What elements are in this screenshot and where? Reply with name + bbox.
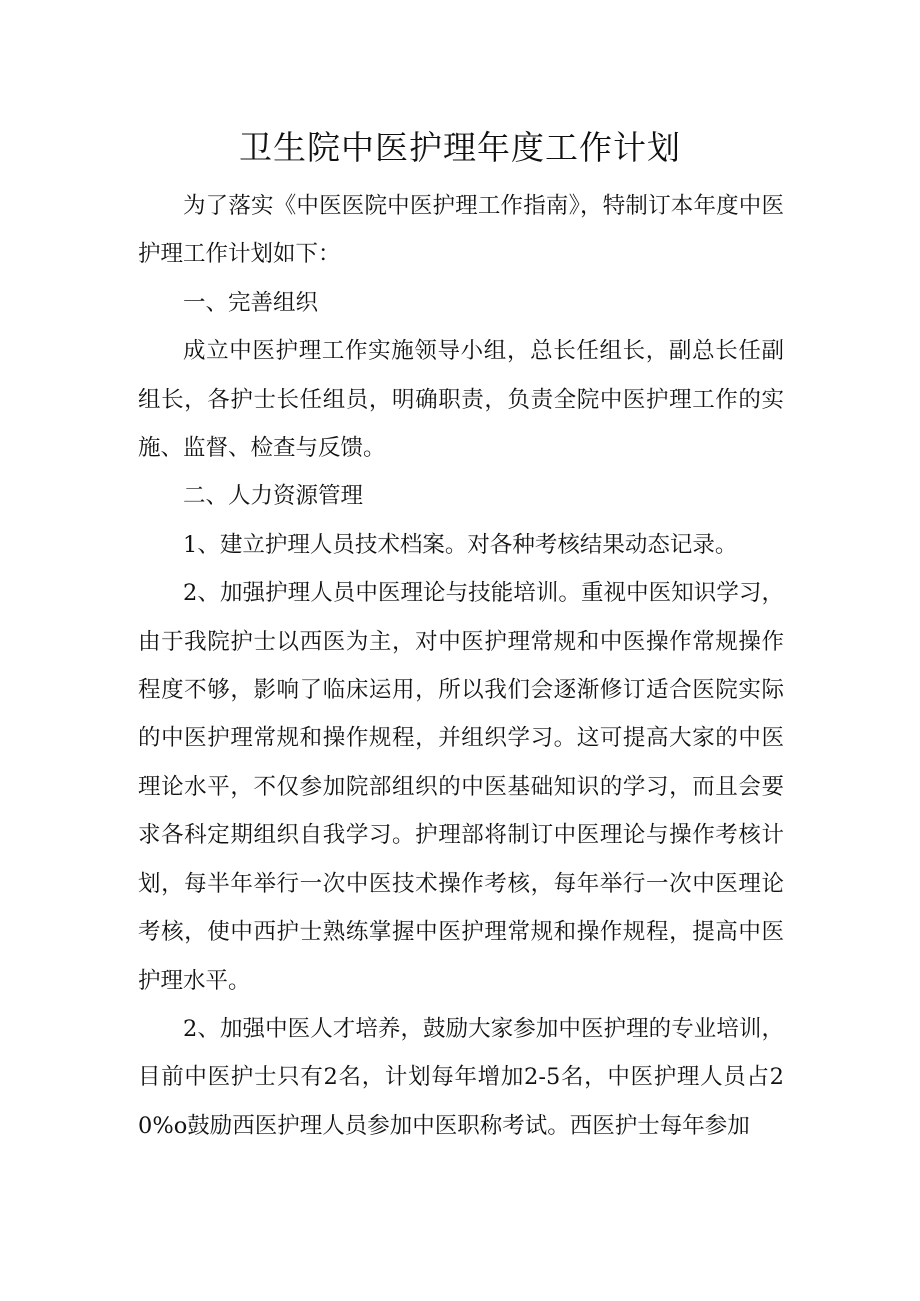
intro-paragraph: 为了落实《中医医院中医护理工作指南》，特制订本年度中医护理工作计划如下： xyxy=(138,193,784,268)
document-title: 卫生院中医护理年度工作计划 xyxy=(239,128,681,167)
document-body xyxy=(138,182,784,1150)
hr-item-1: 1、建立护理人员技术档案。对各种考核结果动态记录。 xyxy=(183,531,738,558)
section-heading-organization: 一、完善组织 xyxy=(183,289,319,316)
hr-item-2-training: 2、加强护理人员中医理论与技能培训。重视中医知识学习，由于我院护士以西医为主，对中医护理常规和中医操作常规操作程度不够，影响了临床运用，所以我们会逐渐修订适合医院实际的中医护理常规和操作规程，并组织学习。这可提高大家的中医理论水平，不仅参加院部组织的中医基础知识的学习，而且会要求各科定期组织自我学习。护理部将制订中医理论与操作考核计划，每半年举行一次中医技术操作考核，每年举行一次中医理论考核，使中西护士熟练掌握中医护理常规和操作规程，提高中医护理水平。 xyxy=(138,580,784,994)
hr-item-2-talent: 2、加强中医人才培养，鼓励大家参加中医护理的专业培训，目前中医护士只有2名，计划每年增加2-5名，中医护理人员占20%o鼓励西医护理人员参加中医职称考试。西医护士每年参加 xyxy=(138,1015,784,1139)
organization-paragraph: 成立中医护理工作实施领导小组，总长任组长，副总长任副组长，各护士长任组员，明确职责，负责全院中医护理工作的实施、监督、检查与反馈。 xyxy=(138,338,784,462)
section-heading-human-resources: 二、人力资源管理 xyxy=(183,483,364,510)
